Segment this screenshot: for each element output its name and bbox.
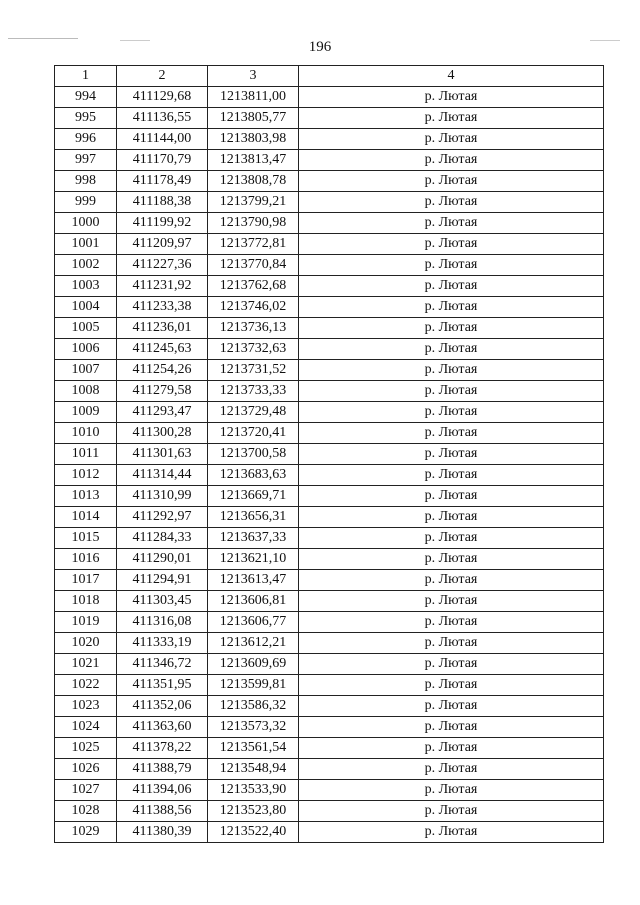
table-cell-col-4: р. Лютая (299, 759, 604, 780)
table-cell-col-3: 1213523,80 (208, 801, 299, 822)
table-cell-col-2: 411378,22 (117, 738, 208, 759)
table-body (55, 87, 604, 843)
table-cell-col-1: 1022 (55, 675, 117, 696)
table-cell-col-4: р. Лютая (299, 276, 604, 297)
table-cell-col-1: 1023 (55, 696, 117, 717)
table-cell-col-2: 411245,63 (117, 339, 208, 360)
table-cell-col-3: 1213612,21 (208, 633, 299, 654)
table-row (55, 717, 604, 738)
header-col-3: 3 (208, 66, 299, 87)
table-cell-col-2: 411394,06 (117, 780, 208, 801)
table-row (55, 213, 604, 234)
table-cell-col-4: р. Лютая (299, 528, 604, 549)
table-cell-col-3: 1213732,63 (208, 339, 299, 360)
page-number: 196 (308, 39, 332, 55)
table-cell-col-2: 411144,00 (117, 129, 208, 150)
scan-speck (590, 40, 620, 41)
table-cell-col-1: 1005 (55, 318, 117, 339)
table-cell-col-3: 1213729,48 (208, 402, 299, 423)
table-cell-col-3: 1213573,32 (208, 717, 299, 738)
table-cell-col-1: 1003 (55, 276, 117, 297)
table-cell-col-3: 1213609,69 (208, 654, 299, 675)
table-cell-col-3: 1213733,33 (208, 381, 299, 402)
table-cell-col-2: 411199,92 (117, 213, 208, 234)
table-cell-col-4: р. Лютая (299, 549, 604, 570)
table-cell-col-3: 1213790,98 (208, 213, 299, 234)
table-cell-col-3: 1213799,21 (208, 192, 299, 213)
table-cell-col-2: 411293,47 (117, 402, 208, 423)
table-cell-col-2: 411352,06 (117, 696, 208, 717)
table-cell-col-1: 1013 (55, 486, 117, 507)
table-cell-col-3: 1213586,32 (208, 696, 299, 717)
table-cell-col-1: 1024 (55, 717, 117, 738)
table-cell-col-4: р. Лютая (299, 633, 604, 654)
table-row (55, 444, 604, 465)
table-cell-col-2: 411290,01 (117, 549, 208, 570)
table-cell-col-1: 996 (55, 129, 117, 150)
table-row (55, 339, 604, 360)
table-cell-col-1: 1021 (55, 654, 117, 675)
table-cell-col-2: 411333,19 (117, 633, 208, 654)
table-row (55, 549, 604, 570)
table-cell-col-4: р. Лютая (299, 717, 604, 738)
table-cell-col-3: 1213599,81 (208, 675, 299, 696)
table-row (55, 738, 604, 759)
table-cell-col-4: р. Лютая (299, 801, 604, 822)
table-row (55, 486, 604, 507)
table-header (55, 66, 604, 87)
table-cell-col-1: 1025 (55, 738, 117, 759)
table-row (55, 192, 604, 213)
table-cell-col-2: 411292,97 (117, 507, 208, 528)
table-cell-col-4: р. Лютая (299, 360, 604, 381)
table-cell-col-2: 411314,44 (117, 465, 208, 486)
table-cell-col-1: 995 (55, 108, 117, 129)
table-cell-col-3: 1213606,81 (208, 591, 299, 612)
table-cell-col-1: 1011 (55, 444, 117, 465)
table-row (55, 87, 604, 108)
table-row (55, 318, 604, 339)
table-row (55, 822, 604, 843)
table-row (55, 465, 604, 486)
table-cell-col-4: р. Лютая (299, 654, 604, 675)
table-cell-col-2: 411188,38 (117, 192, 208, 213)
table-cell-col-1: 1016 (55, 549, 117, 570)
table-cell-col-4: р. Лютая (299, 444, 604, 465)
table-cell-col-3: 1213669,71 (208, 486, 299, 507)
table-cell-col-3: 1213656,31 (208, 507, 299, 528)
table-cell-col-2: 411284,33 (117, 528, 208, 549)
table-row (55, 297, 604, 318)
table-cell-col-2: 411363,60 (117, 717, 208, 738)
table-cell-col-4: р. Лютая (299, 255, 604, 276)
header-col-2: 2 (117, 66, 208, 87)
table-cell-col-4: р. Лютая (299, 192, 604, 213)
table-cell-col-3: 1213720,41 (208, 423, 299, 444)
table-cell-col-1: 1014 (55, 507, 117, 528)
table-row (55, 780, 604, 801)
table-cell-col-4: р. Лютая (299, 213, 604, 234)
table-cell-col-2: 411310,99 (117, 486, 208, 507)
table-row (55, 507, 604, 528)
table-row (55, 423, 604, 444)
table-cell-col-1: 999 (55, 192, 117, 213)
table-cell-col-4: р. Лютая (299, 171, 604, 192)
table-cell-col-3: 1213808,78 (208, 171, 299, 192)
table-cell-col-2: 411209,97 (117, 234, 208, 255)
table-cell-col-3: 1213606,77 (208, 612, 299, 633)
table-row (55, 654, 604, 675)
table-cell-col-4: р. Лютая (299, 423, 604, 444)
table-cell-col-1: 1001 (55, 234, 117, 255)
table-cell-col-4: р. Лютая (299, 150, 604, 171)
table-cell-col-3: 1213770,84 (208, 255, 299, 276)
table-cell-col-2: 411380,39 (117, 822, 208, 843)
table-row (55, 255, 604, 276)
table-cell-col-3: 1213772,81 (208, 234, 299, 255)
table-cell-col-4: р. Лютая (299, 570, 604, 591)
table-cell-col-2: 411129,68 (117, 87, 208, 108)
table-cell-col-1: 1019 (55, 612, 117, 633)
table-cell-col-4: р. Лютая (299, 297, 604, 318)
table-cell-col-3: 1213805,77 (208, 108, 299, 129)
table-row (55, 528, 604, 549)
table-cell-col-1: 1007 (55, 360, 117, 381)
table-cell-col-4: р. Лютая (299, 465, 604, 486)
table-cell-col-3: 1213621,10 (208, 549, 299, 570)
table-cell-col-4: р. Лютая (299, 612, 604, 633)
table-cell-col-4: р. Лютая (299, 486, 604, 507)
table-row (55, 108, 604, 129)
table-cell-col-4: р. Лютая (299, 402, 604, 423)
table-cell-col-1: 1017 (55, 570, 117, 591)
table-row (55, 759, 604, 780)
table-cell-col-4: р. Лютая (299, 87, 604, 108)
table-cell-col-4: р. Лютая (299, 381, 604, 402)
table-row (55, 171, 604, 192)
table-row (55, 591, 604, 612)
table-cell-col-1: 1006 (55, 339, 117, 360)
table-cell-col-2: 411170,79 (117, 150, 208, 171)
table-cell-col-3: 1213522,40 (208, 822, 299, 843)
table-cell-col-3: 1213736,13 (208, 318, 299, 339)
table-cell-col-2: 411388,79 (117, 759, 208, 780)
table-cell-col-1: 1012 (55, 465, 117, 486)
table-row (55, 150, 604, 171)
table-cell-col-2: 411136,55 (117, 108, 208, 129)
table-cell-col-4: р. Лютая (299, 822, 604, 843)
table-cell-col-2: 411178,49 (117, 171, 208, 192)
table-row (55, 276, 604, 297)
table-row (55, 696, 604, 717)
table-cell-col-2: 411388,56 (117, 801, 208, 822)
header-col-1: 1 (55, 66, 117, 87)
table-cell-col-2: 411279,58 (117, 381, 208, 402)
table-cell-col-2: 411346,72 (117, 654, 208, 675)
table-row (55, 801, 604, 822)
table-row (55, 234, 604, 255)
table-cell-col-4: р. Лютая (299, 507, 604, 528)
table-cell-col-4: р. Лютая (299, 780, 604, 801)
table-cell-col-4: р. Лютая (299, 234, 604, 255)
table-cell-col-1: 998 (55, 171, 117, 192)
table-cell-col-4: р. Лютая (299, 738, 604, 759)
table-cell-col-3: 1213731,52 (208, 360, 299, 381)
table-cell-col-1: 1029 (55, 822, 117, 843)
table-cell-col-4: р. Лютая (299, 108, 604, 129)
table-row (55, 570, 604, 591)
table-row (55, 675, 604, 696)
table-cell-col-2: 411294,91 (117, 570, 208, 591)
table-cell-col-4: р. Лютая (299, 129, 604, 150)
table-cell-col-1: 1020 (55, 633, 117, 654)
table-cell-col-1: 994 (55, 87, 117, 108)
table-cell-col-2: 411231,92 (117, 276, 208, 297)
table-cell-col-3: 1213683,63 (208, 465, 299, 486)
table-cell-col-2: 411316,08 (117, 612, 208, 633)
table-cell-col-4: р. Лютая (299, 696, 604, 717)
table-cell-col-1: 1004 (55, 297, 117, 318)
table-cell-col-2: 411301,63 (117, 444, 208, 465)
table-cell-col-2: 411351,95 (117, 675, 208, 696)
table-cell-col-1: 1026 (55, 759, 117, 780)
table-cell-col-3: 1213561,54 (208, 738, 299, 759)
table-cell-col-3: 1213533,90 (208, 780, 299, 801)
scan-speck (8, 38, 78, 39)
table-row (55, 360, 604, 381)
table-cell-col-4: р. Лютая (299, 318, 604, 339)
table-row (55, 381, 604, 402)
table-cell-col-2: 411300,28 (117, 423, 208, 444)
table-cell-col-4: р. Лютая (299, 675, 604, 696)
table-cell-col-1: 997 (55, 150, 117, 171)
table-row (55, 402, 604, 423)
table-cell-col-2: 411236,01 (117, 318, 208, 339)
header-col-4: 4 (299, 66, 604, 87)
table-cell-col-4: р. Лютая (299, 339, 604, 360)
table-cell-col-2: 411303,45 (117, 591, 208, 612)
table-cell-col-3: 1213746,02 (208, 297, 299, 318)
table-cell-col-1: 1010 (55, 423, 117, 444)
table-cell-col-3: 1213762,68 (208, 276, 299, 297)
coordinates-table (54, 65, 604, 843)
header-row (55, 66, 604, 87)
scan-speck (120, 40, 150, 41)
table-cell-col-2: 411254,26 (117, 360, 208, 381)
table-row (55, 612, 604, 633)
table-cell-col-1: 1028 (55, 801, 117, 822)
table-cell-col-3: 1213813,47 (208, 150, 299, 171)
table-cell-col-1: 1008 (55, 381, 117, 402)
table-cell-col-1: 1009 (55, 402, 117, 423)
table-row (55, 129, 604, 150)
table-cell-col-1: 1027 (55, 780, 117, 801)
table-cell-col-3: 1213637,33 (208, 528, 299, 549)
table-cell-col-3: 1213700,58 (208, 444, 299, 465)
table-cell-col-3: 1213811,00 (208, 87, 299, 108)
table-row (55, 633, 604, 654)
table-cell-col-3: 1213548,94 (208, 759, 299, 780)
table-cell-col-1: 1002 (55, 255, 117, 276)
table-cell-col-3: 1213613,47 (208, 570, 299, 591)
table-cell-col-1: 1015 (55, 528, 117, 549)
table-cell-col-1: 1018 (55, 591, 117, 612)
table-cell-col-2: 411227,36 (117, 255, 208, 276)
table-cell-col-4: р. Лютая (299, 591, 604, 612)
table-cell-col-3: 1213803,98 (208, 129, 299, 150)
table-cell-col-1: 1000 (55, 213, 117, 234)
table-cell-col-2: 411233,38 (117, 297, 208, 318)
